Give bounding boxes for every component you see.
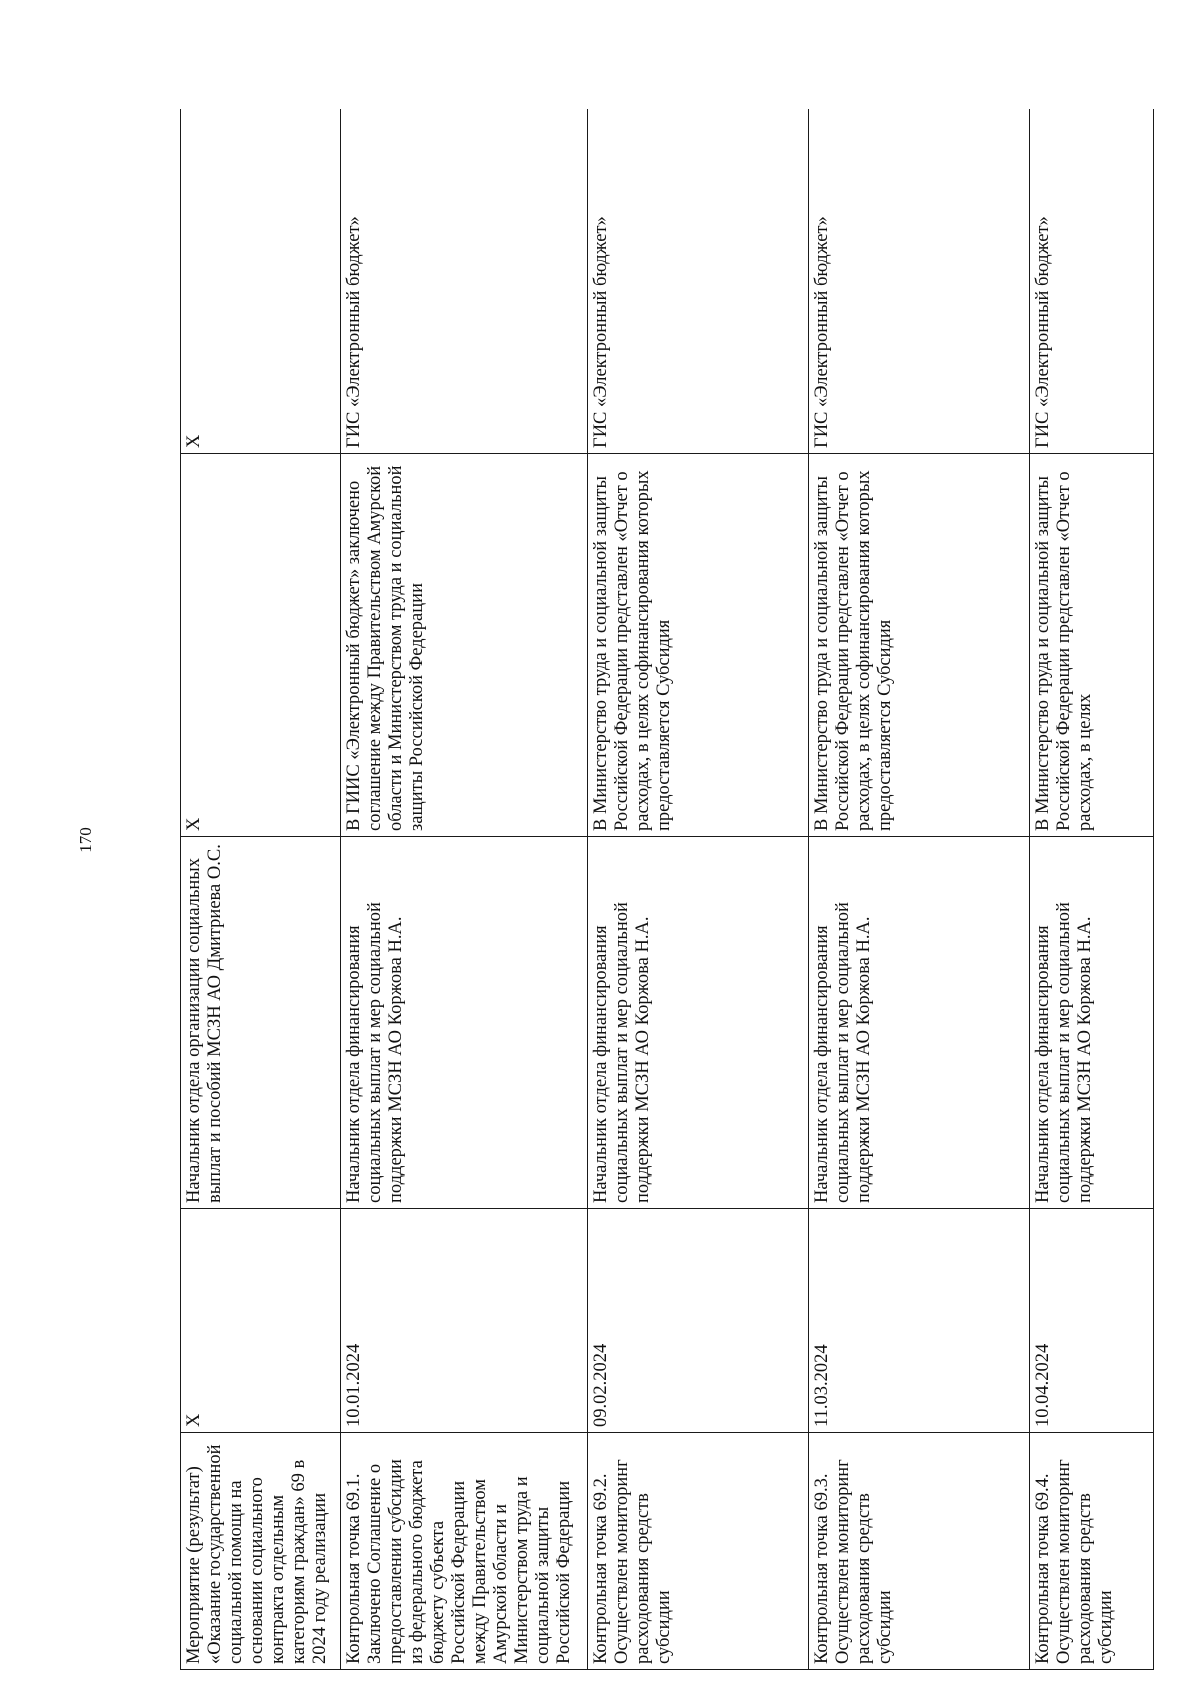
- table-row: [1030, 109, 1154, 1670]
- responsible-cell: Начальник отдела организации социальных выплат и пособий МСЗН АО Дмитриева О.С.: [181, 837, 341, 1209]
- event-name-cell: Мероприятие (результат) «Оказание государственной социальной помощи на основании социального контракта отдельным категориям граждан» 69 в 2024 году реализации: [181, 1433, 341, 1670]
- date-cell: 11.03.2024: [809, 1209, 1030, 1433]
- document-cell: [340, 454, 587, 837]
- control-points-table: [180, 109, 1154, 1670]
- date-cell: 09.02.2024: [588, 1209, 809, 1433]
- responsible-cell: Начальник отдела финансирования социальных выплат и мер социальной поддержки МСЗН АО Коржова Н.А.: [588, 837, 809, 1209]
- date-cell: 10.04.2024: [1030, 1209, 1154, 1433]
- document-cell: [1030, 454, 1154, 837]
- document-cell: Х: [181, 454, 341, 837]
- table-row: [181, 109, 341, 1670]
- document-page-rotated: [180, 109, 1154, 1670]
- rotated-content: [180, 109, 1154, 1670]
- responsible-cell: Начальник отдела финансирования социальных выплат и мер социальной поддержки МСЗН АО Коржова Н.А.: [340, 837, 587, 1209]
- date-cell: 10.01.2024: [340, 1209, 587, 1433]
- event-name-cell: Контрольная точка 69.1. Заключено Соглашение о предоставлении субсидии из федерального бюджета бюджету субъекта Российской Федерации между Правительством Амурской области и Министерством труда и социальной защиты Российской Федерации: [340, 1433, 587, 1670]
- table-row: [809, 109, 1030, 1670]
- document-text: В ГИИС «Электронный бюджет» заключено соглашение между Правительством Амурской области и Министерством труда и социальной защиты Российской Федерации: [343, 465, 427, 831]
- document-text: В Министерство труда и социальной защиты Российской Федерации представлен «Отчет о расходах, в целях софинансирования которых предоставляется Субсидия: [812, 470, 896, 831]
- date-cell: Х: [181, 1209, 341, 1433]
- system-cell: Х: [181, 109, 341, 454]
- table-row: [340, 109, 587, 1670]
- system-cell: ГИС «Электронный бюджет»: [1030, 109, 1154, 454]
- system-cell: ГИС «Электронный бюджет»: [809, 109, 1030, 454]
- responsible-cell: Начальник отдела финансирования социальных выплат и мер социальной поддержки МСЗН АО Коржова Н.А.: [809, 837, 1030, 1209]
- event-name-cell: Контрольная точка 69.2. Осуществлен мониторинг расходования средств субсидии: [588, 1433, 809, 1670]
- system-cell: ГИС «Электронный бюджет»: [340, 109, 587, 454]
- document-text: В Министерство труда и социальной защиты Российской Федерации представлен «Отчет о расходах, в целях софинансирования которых предоставляется Субсидия: [591, 470, 675, 831]
- event-name-cell: Контрольная точка 69.3. Осуществлен мониторинг расходования средств субсидии: [809, 1433, 1030, 1670]
- document-cell: [588, 454, 809, 837]
- event-name-cell: Контрольная точка 69.4. Осуществлен мониторинг расходования средств субсидии: [1030, 1433, 1154, 1670]
- document-text: В Министерство труда и социальной защиты Российской Федерации представлен «Отчет о расходах, в целях: [1033, 471, 1096, 831]
- table-row: [588, 109, 809, 1670]
- system-cell: ГИС «Электронный бюджет»: [588, 109, 809, 454]
- document-cell: [809, 454, 1030, 837]
- responsible-cell: Начальник отдела финансирования социальных выплат и мер социальной поддержки МСЗН АО Коржова Н.А.: [1030, 837, 1154, 1209]
- page-number: 170: [76, 827, 95, 853]
